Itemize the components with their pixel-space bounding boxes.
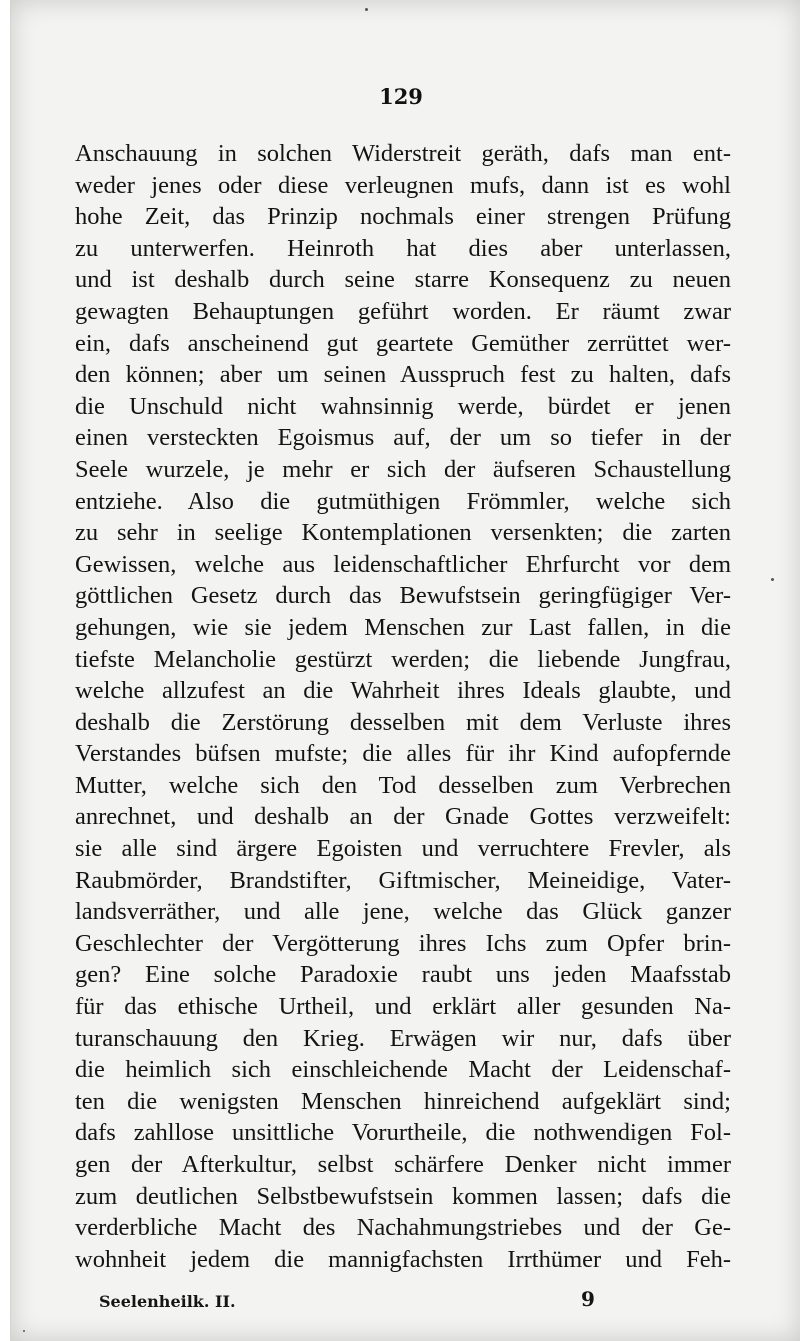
text-line: den können; aber um seinen Ausspruch fest zu halten, dafs [75, 361, 731, 389]
text-line: Verstandes büfsen mufste; die alles für ihr Kind aufopfernde [75, 740, 731, 768]
text-line: weder jenes oder diese verleugnen mufs, dann ist es wohl [75, 171, 731, 199]
text-line: hohe Zeit, das Prinzip nochmals einer strengen Prüfung [75, 203, 731, 231]
text-line: und ist deshalb durch seine starre Konsequenz zu neuen [75, 266, 731, 294]
text-line: Raubmörder, Brandstifter, Giftmischer, Meineidige, Vater- [75, 866, 731, 894]
text-line: welche allzufest an die Wahrheit ihres Ideals glaubte, und [75, 677, 731, 705]
paper-speck [23, 1330, 25, 1332]
paper-speck [771, 578, 774, 581]
text-line: sie alle sind ärgere Egoisten und verruchtere Frevler, als [75, 835, 731, 863]
text-line: Anschauung in solchen Widerstreit geräth, dafs man ent- [75, 140, 731, 167]
text-line: tiefste Melancholie gestürzt werden; die liebende Jungfrau, [75, 645, 731, 673]
page-number: 129 [379, 84, 423, 109]
text-line: für das ethische Urtheil, und erklärt aller gesunden Na- [75, 993, 731, 1021]
text-line: ten die wenigsten Menschen hinreichend aufgeklärt sind; [75, 1087, 731, 1115]
text-line: zu unterwerfen. Heinroth hat dies aber unterlassen, [75, 234, 731, 262]
text-line: entziehe. Also die gutmüthigen Frömmler, welche sich [75, 487, 731, 515]
text-line: zu sehr in seelige Kontemplationen versenkten; die zarten [75, 519, 731, 547]
text-line: die heimlich sich einschleichende Macht der Leidenschaf- [75, 1056, 731, 1084]
text-line: wohnheit jedem die mannigfachsten Irrthümer und Feh- [75, 1245, 731, 1273]
text-line: göttlichen Gesetz durch das Bewufstsein geringfügiger Ver- [75, 582, 731, 610]
text-line: zum deutlichen Selbstbewufstsein kommen lassen; dafs die [75, 1182, 731, 1210]
text-line: Geschlechter der Vergötterung ihres Ichs zum Opfer brin- [75, 929, 731, 957]
text-line: gewagten Behauptungen geführt worden. Er räumt zwar [75, 297, 731, 325]
text-line: anrechnet, und deshalb an der Gnade Gottes verzweifelt: [75, 803, 731, 831]
book-page [10, 0, 800, 1341]
text-line: landsverräther, und alle jene, welche das Glück ganzer [75, 898, 731, 926]
text-line: die Unschuld nicht wahnsinnig werde, bürdet er jenen [75, 392, 731, 420]
text-line: gehungen, wie sie jedem Menschen zur Last fallen, in die [75, 613, 731, 641]
text-line: gen der Afterkultur, selbst schärfere Denker nicht immer [75, 1151, 731, 1178]
text-line: dafs zahllose unsittliche Vorurtheile, die nothwendigen Fol- [75, 1119, 731, 1147]
text-line: Seele wurzele, je mehr er sich der äufseren Schaustellung [75, 455, 731, 483]
text-line: deshalb die Zerstörung desselben mit dem Verluste ihres [75, 708, 731, 736]
text-line: Gewissen, welche aus leidenschaftlicher Ehrfurcht vor dem [75, 550, 731, 578]
text-line: turanschauung den Krieg. Erwägen wir nur, dafs über [75, 1024, 731, 1052]
text-line: verderbliche Macht des Nachahmungstriebes und der Ge- [75, 1214, 731, 1242]
footer-signature: Seelenheilk. II. [99, 1292, 236, 1311]
text-line: gen? Eine solche Paradoxie raubt uns jeden Maafsstab [75, 961, 731, 989]
sheet-number: 9 [581, 1287, 595, 1311]
text-line: einen versteckten Egoismus auf, der um so tiefer in der [75, 424, 731, 452]
text-line: ein, dafs anscheinend gut geartete Gemüther zerrüttet wer- [75, 329, 731, 357]
body-text [75, 138, 731, 1275]
paper-speck [365, 8, 368, 11]
text-line: Mutter, welche sich den Tod desselben zum Verbrechen [75, 771, 731, 799]
